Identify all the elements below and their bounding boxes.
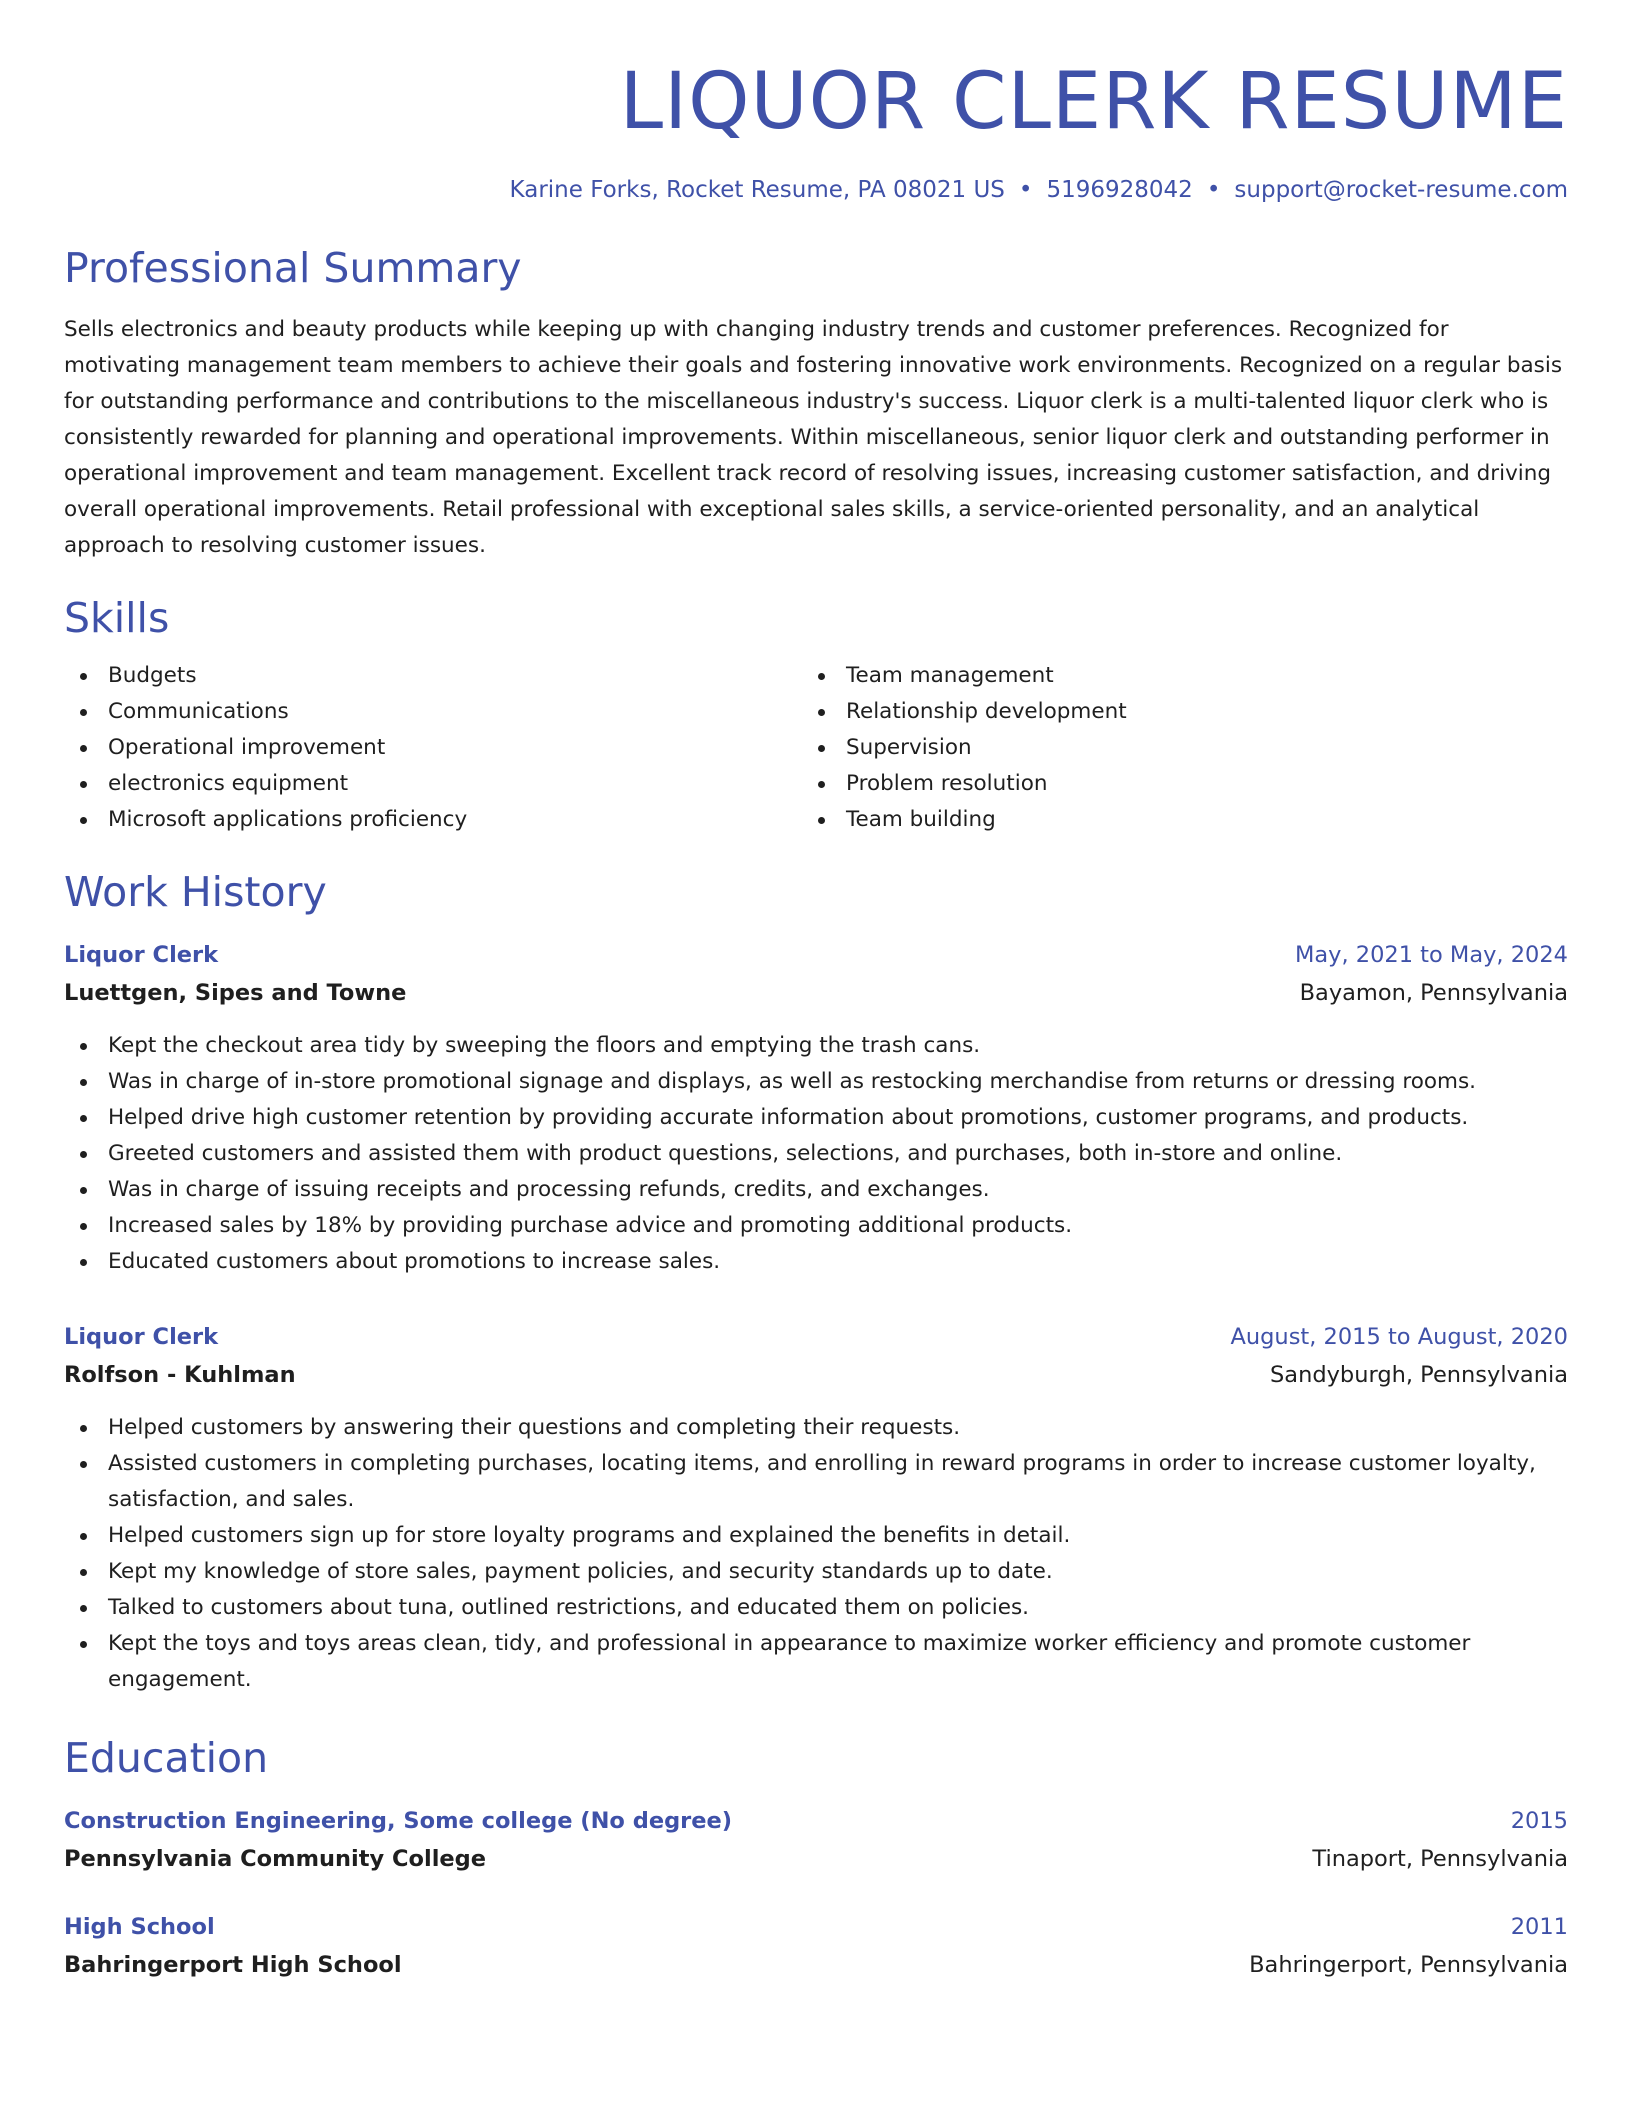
skill-item: Problem resolution [802,766,1540,802]
skill-item: Relationship development [802,694,1540,730]
education-location: Tinaport, Pennsylvania [1312,1846,1568,1872]
job-bullet: Assisted customers in completing purchases, locating items, and enrolling in reward programs in order to increase customer loyalty, satisfaction, and sales. [64,1446,1568,1518]
job-header-row [64,936,1568,974]
job-bullet: Helped drive high customer retention by providing accurate information about promotions, customer programs, and products. [64,1100,1568,1136]
job-bullet: Increased sales by 18% by providing purchase advice and promoting additional products. [64,1208,1568,1244]
job-bullets [64,1410,1568,1698]
job-entry [64,1318,1568,1698]
education-school-row [64,1946,1568,1984]
education-school-row [64,1840,1568,1878]
education-degree: High School [64,1914,215,1940]
education-heading: Education [64,1734,269,1782]
education-year: 2015 [1510,1808,1568,1834]
job-location: Sandyburgh, Pennsylvania [1270,1362,1568,1388]
contact-phone: 5196928042 [1046,177,1193,203]
skill-item: Supervision [802,730,1540,766]
education-degree: Construction Engineering, Some college (No degree) [64,1808,733,1834]
job-bullet: Was in charge of issuing receipts and processing refunds, credits, and exchanges. [64,1172,1568,1208]
job-bullet: Greeted customers and assisted them with product questions, selections, and purchases, both in-store and online. [64,1136,1568,1172]
resume-title: LIQUOR CLERK RESUME [619,57,1568,147]
skill-item: Operational improvement [64,730,802,766]
job-bullets [64,1028,1568,1280]
summary-section [64,242,1568,564]
skills-grid [64,658,1568,838]
work-history-section [64,866,1568,1698]
job-title: Liquor Clerk [64,942,219,968]
job-bullet: Kept the checkout area tidy by sweeping the floors and emptying the trash cans. [64,1028,1568,1064]
contact-address: Karine Forks, Rocket Resume, PA 08021 US [509,177,1005,203]
education-section [64,1732,1568,1984]
job-bullet: Kept my knowledge of store sales, payment policies, and security standards up to date. [64,1554,1568,1590]
job-company-row [64,1356,1568,1394]
job-title: Liquor Clerk [64,1324,219,1350]
education-degree-row [64,1908,1568,1946]
skills-column-left [64,658,802,838]
contact-separator: • [1018,177,1033,203]
job-company: Rolfson - Kuhlman [64,1362,296,1388]
skills-section [64,592,1568,838]
job-dates: August, 2015 to August, 2020 [1230,1324,1568,1350]
job-company: Luettgen, Sipes and Towne [64,980,407,1006]
job-bullet: Talked to customers about tuna, outlined restrictions, and educated them on policies. [64,1590,1568,1626]
education-school: Bahringerport High School [64,1952,402,1978]
summary-heading: Professional Summary [64,244,522,292]
education-degree-row [64,1802,1568,1840]
contact-separator: • [1206,177,1221,203]
skill-item: Communications [64,694,802,730]
summary-text: Sells electronics and beauty products while keeping up with changing industry trends and customer preferences. Recognized for motivating management team members to achieve their goals and fostering innovative work environments. Recognized on a regular basis for outstanding performance and contributions to the miscellaneous industry's success. Liquor clerk is a multi-talented liquor clerk who is consistently rewarded for planning and operational improvements. Within miscellaneous, senior liquor clerk and outstanding performer in operational improvement and team management. Excellent track record of resolving issues, increasing customer satisfaction, and driving overall operational improvements. Retail professional with exceptional sales skills, a service-oriented personality, and an analytical approach to resolving customer issues. [64,317,1563,558]
job-bullet: Helped customers sign up for store loyalty programs and explained the benefits in detail. [64,1518,1568,1554]
job-location: Bayamon, Pennsylvania [1299,980,1568,1006]
job-company-row [64,974,1568,1012]
skill-item: Budgets [64,658,802,694]
skill-item: Microsoft applications proficiency [64,802,802,838]
education-entry [64,1908,1568,1984]
skills-column-right [802,658,1540,838]
job-header-row [64,1318,1568,1356]
skill-item: Team management [802,658,1540,694]
education-location: Bahringerport, Pennsylvania [1249,1952,1568,1978]
contact-line [64,174,1568,206]
education-year: 2011 [1510,1914,1568,1940]
job-bullet: Kept the toys and toys areas clean, tidy, and professional in appearance to maximize worker efficiency and promote customer engagement. [64,1626,1568,1698]
work-history-heading: Work History [64,868,327,916]
job-bullet: Was in charge of in-store promotional signage and displays, as well as restocking merchandise from returns or dressing rooms. [64,1064,1568,1100]
education-entry [64,1802,1568,1878]
job-bullet: Educated customers about promotions to increase sales. [64,1244,1568,1280]
education-school: Pennsylvania Community College [64,1846,487,1872]
skills-heading: Skills [64,594,170,642]
job-dates: May, 2021 to May, 2024 [1294,942,1568,968]
job-bullet: Helped customers by answering their questions and completing their requests. [64,1410,1568,1446]
job-entry [64,936,1568,1280]
skill-item: electronics equipment [64,766,802,802]
skill-item: Team building [802,802,1540,838]
contact-email: support@rocket-resume.com [1234,177,1568,203]
